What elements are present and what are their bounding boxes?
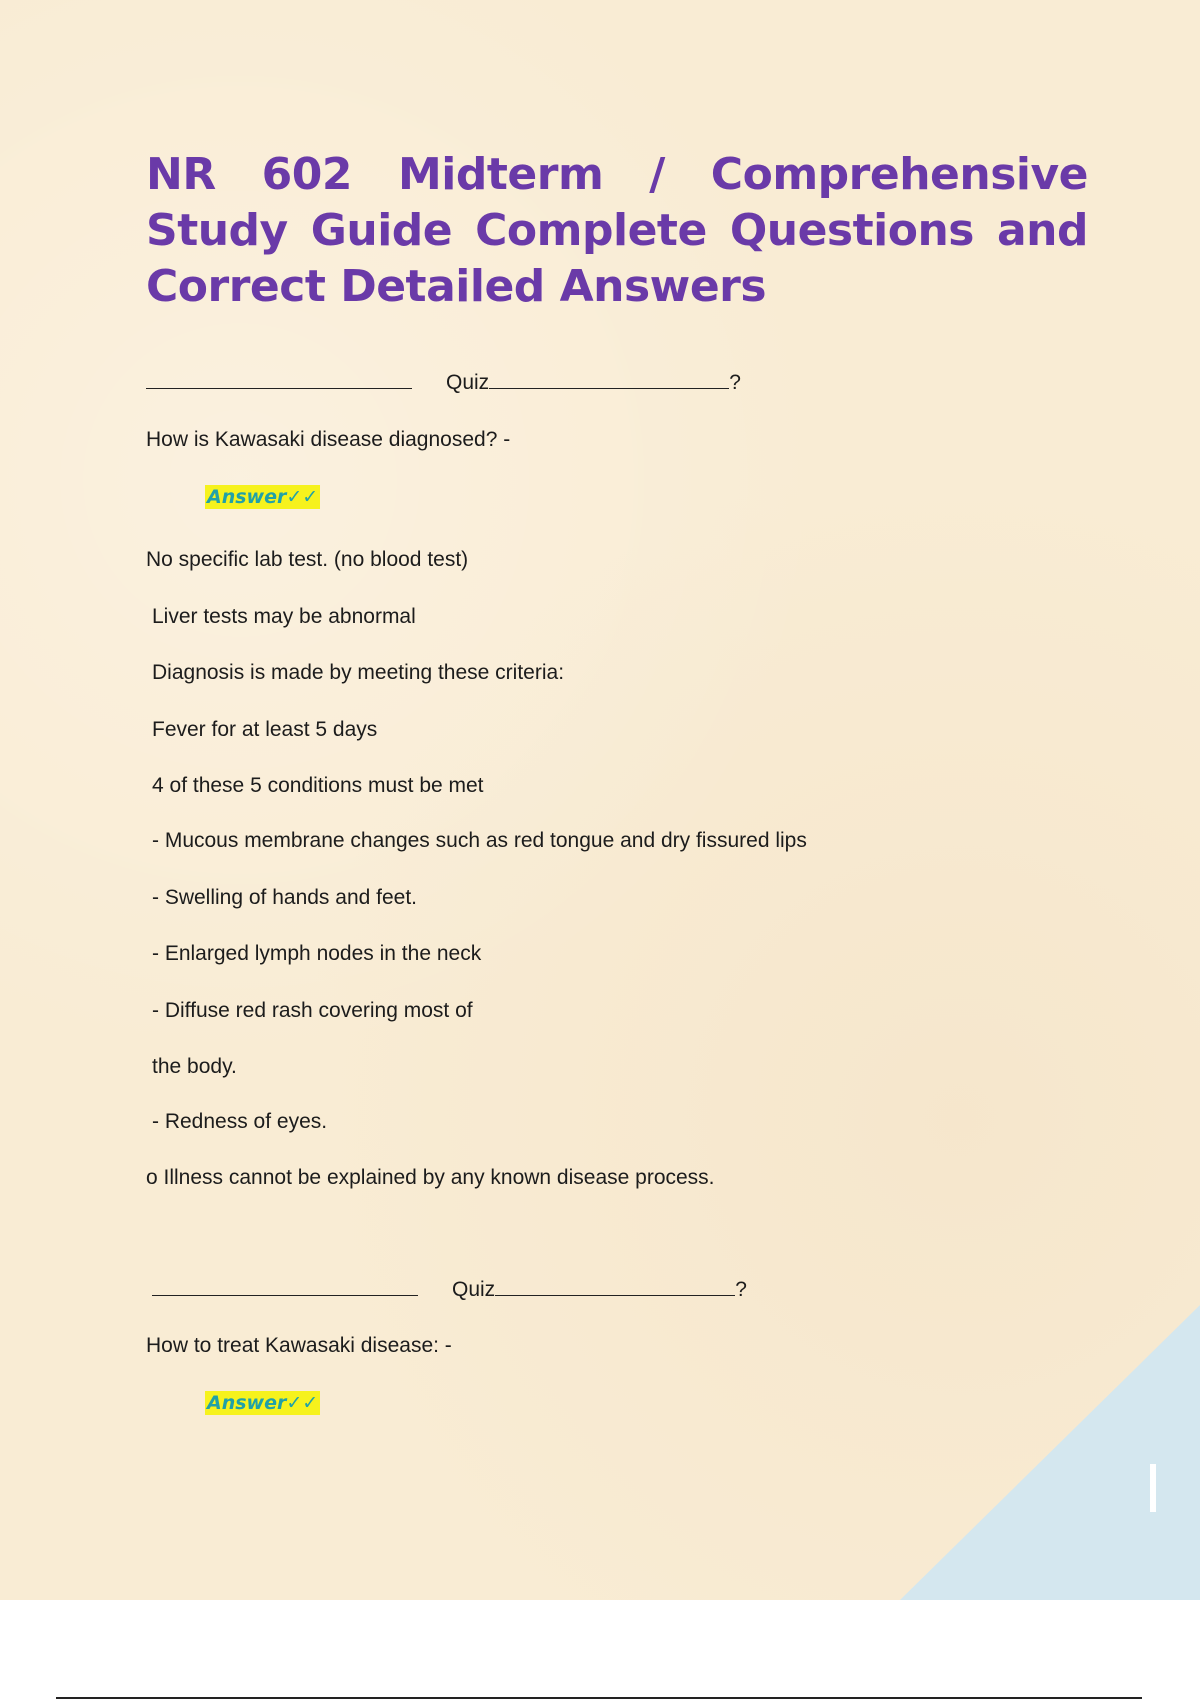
answer-line: - Mucous membrane changes such as red tongue and dry fissured lips — [152, 829, 807, 852]
answer-line: Diagnosis is made by meeting these criteria: — [152, 661, 565, 684]
blank-line — [146, 388, 412, 389]
question-text: How is Kawasaki disease diagnosed? - — [146, 428, 511, 451]
footer-divider — [56, 1697, 1142, 1699]
question-text: How to treat Kawasaki disease: - — [146, 1334, 452, 1357]
corner-decoration — [900, 1305, 1200, 1600]
quiz-mark: ? — [735, 1278, 747, 1301]
corner-mark — [1150, 1464, 1156, 1512]
quiz-header — [146, 371, 741, 395]
answer-line: - Redness of eyes. — [152, 1110, 328, 1133]
quiz-mark: ? — [729, 371, 741, 394]
quiz-label: Quiz — [446, 371, 490, 394]
answer-line: - Swelling of hands and feet. — [152, 886, 418, 909]
answer-line: Liver tests may be abnormal — [152, 605, 416, 628]
answer-line: Fever for at least 5 days — [152, 718, 378, 741]
answer-line: 4 of these 5 conditions must be met — [152, 774, 484, 797]
quiz-label: Quiz — [452, 1278, 496, 1301]
blank-line — [152, 1295, 418, 1296]
answer-tag: Answer✓✓ — [207, 1392, 319, 1414]
document-title: NR 602 Midterm / Comprehensive Study Guide Complete Questions and Correct Detailed Answers — [146, 149, 1088, 312]
blank-line — [495, 1295, 735, 1296]
answer-line: o Illness cannot be explained by any known disease process. — [146, 1166, 715, 1189]
answer-line: the body. — [152, 1055, 237, 1078]
blank-line — [489, 388, 729, 389]
quiz-header — [152, 1278, 747, 1302]
answer-line: No specific lab test. (no blood test) — [146, 548, 469, 571]
answer-line: - Diffuse red rash covering most of — [152, 999, 473, 1022]
answer-tag: Answer✓✓ — [207, 486, 319, 508]
answer-line: - Enlarged lymph nodes in the neck — [152, 942, 482, 965]
